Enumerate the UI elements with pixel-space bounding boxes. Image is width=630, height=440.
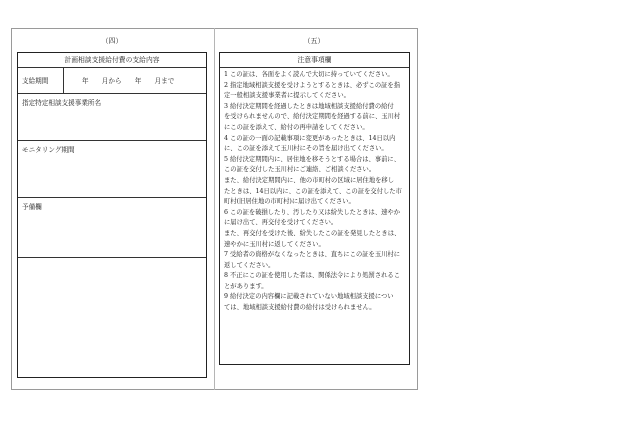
benefit-content-header-row: [18, 53, 206, 68]
note-line: 7 受給者の資格がなくなったときは、直ちにこの証を玉川村に: [224, 251, 401, 259]
note-line: 4 この証の一面の記載事項に変更があったときは、14日以内: [224, 134, 396, 142]
left-panel-number: （四）: [101, 37, 123, 45]
monitoring-period-label: モニタリング期間: [22, 146, 75, 154]
note-line: 返してください。: [224, 261, 275, 269]
payment-period-label: 支給期間: [22, 77, 49, 85]
note-line: また、給付決定期間内に、他の市町村の区域に居住地を移し: [224, 176, 395, 184]
note-line: 3 給付決定期間を経過したときは地域相談支援給付費の給付: [224, 102, 394, 110]
note-line: とがあります。: [224, 282, 268, 290]
payment-period-separator: [63, 68, 64, 93]
reserve-row: [18, 198, 206, 258]
note-line: 9 給付決定の内容欄に記載されていない地域相談支援につい: [224, 293, 394, 301]
page-divider: [214, 28, 215, 390]
note-line: この証を交付した玉川村にご連絡、ご相談ください。: [224, 166, 376, 174]
note-line: 町村(旧居住地の市町村)に届け出てください。: [224, 198, 355, 206]
note-line: 6 この証を破損したり、汚したり又は紛失したときは、速やか: [224, 208, 401, 216]
note-line: を受けられませんので、給付決定期間を経過する前に、玉川村: [224, 113, 401, 121]
note-line: 8 不正にこの証を使用した者は、関係法令により処罰されるこ: [224, 272, 401, 280]
note-line: また、再交付を受けた後、紛失したこの証を発見したときは、: [224, 229, 401, 237]
benefit-content-header: 計画相談支援給付費の支給内容: [64, 56, 160, 64]
blank-area: [18, 258, 206, 377]
payment-period-row: [18, 68, 206, 94]
right-panel-number: （五）: [303, 37, 325, 45]
note-line: ては、地域相談支援給付費の給付は受けられません。: [224, 304, 376, 312]
benefit-content-table: [17, 52, 207, 378]
note-line: 1 この証は、各面をよく読んで大切に持っていてください。: [224, 71, 394, 78]
note-line: 2 指定地域相談支援を受けようとするときは、必ずこの証を指: [224, 81, 401, 89]
reserve-label: 予備欄: [22, 203, 42, 211]
note-line: たときは、14日以内に、この証を添えて、この証を交付した市: [224, 187, 402, 195]
notes-body: [224, 70, 406, 314]
office-name-label: 指定特定相談支援事業所名: [22, 99, 102, 107]
payment-period-value: 年 月から 年 月まで: [82, 77, 175, 85]
note-line: 定一般相談支援事業者に提示してください。: [224, 92, 350, 100]
note-line: にこの証を添えて、給付の再申請をしてください。: [224, 123, 369, 131]
note-line: に、この証を添えて玉川村にその旨を届け出てください。: [224, 145, 388, 153]
office-name-row: [18, 94, 206, 141]
notes-header-row: [220, 53, 409, 68]
note-line: 速やかに玉川村に返してください。: [224, 240, 325, 248]
note-line: に届け出て、再交付を受けてください。: [224, 219, 338, 227]
notes-table: [219, 52, 410, 365]
monitoring-period-row: [18, 141, 206, 198]
note-line: 5 給付決定期間内に、居住地を移そうとする場合は、事前に、: [224, 155, 401, 163]
notes-header: 注意事項欄: [297, 56, 332, 64]
